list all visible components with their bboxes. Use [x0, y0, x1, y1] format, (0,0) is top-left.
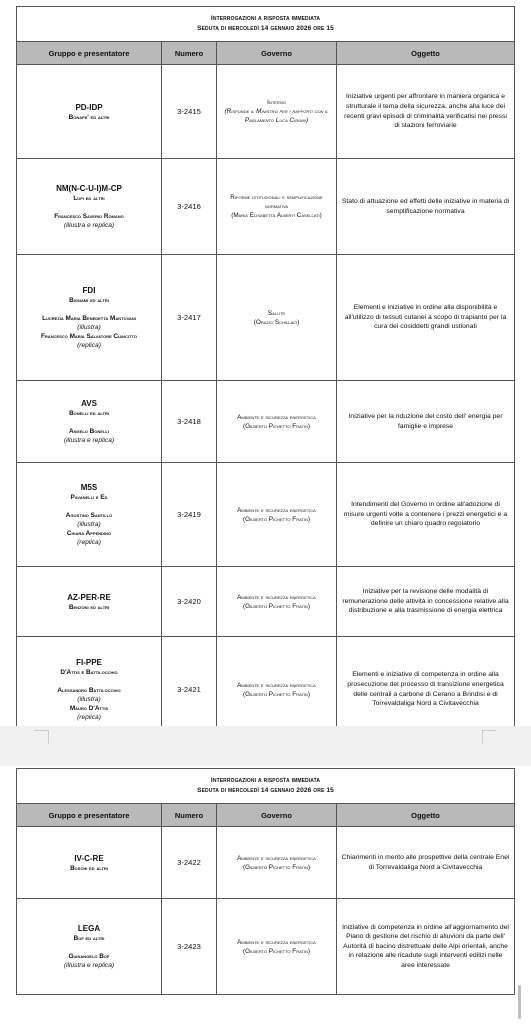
session-title-line1: Interrogazioni a risposta immediata	[210, 777, 321, 784]
minister-name: (Gilberto Pichetto Fratin)	[242, 690, 311, 698]
ministry-name: Ambiente e sicurezza energetica	[237, 854, 316, 862]
table-row	[17, 65, 515, 159]
party-name: AVS	[81, 399, 97, 408]
minister-name: (Risponde il Ministro per i rapporti con il Parlamento Luca Ciriani)	[224, 108, 329, 124]
group-signers: Bonelli ed altri	[69, 410, 109, 417]
presenter-role: (replica)	[77, 714, 101, 721]
table-row	[17, 159, 515, 255]
minister-name: (Gilberto Pichetto Fratin)	[242, 515, 311, 523]
question-number: 3-2420	[162, 567, 217, 637]
group-cell	[17, 65, 162, 159]
government-cell	[217, 159, 337, 255]
question-number: 3-2423	[162, 899, 217, 995]
question-number: 3-2417	[162, 255, 217, 381]
question-number: 3-2422	[162, 827, 217, 899]
table-row	[17, 255, 515, 381]
group-signers: Bonafe' ed altri	[68, 113, 110, 121]
presenter-role: (illustra)	[77, 696, 101, 703]
presenter-role: (illustra e replica)	[63, 222, 115, 229]
presenter-name: Lucrezia Maria Benedetta Mantovani	[42, 315, 136, 322]
crop-mark	[48, 730, 49, 744]
group-signers: Bignami ed altri	[69, 297, 109, 304]
subject-text: Iniziative di competenza in ordine all'aggiornamento del Piano di gestione del rischio di alluvioni da parte dell' Autorità di bacino distrettuale delle Alpi orientali, anche in relazione alle ricadute sugli interventi edilizi nelle aree interessate	[337, 899, 515, 995]
minister-name: (Maria Elisabetta Alberti Casellati)	[231, 212, 322, 219]
session-title	[17, 769, 515, 804]
party-name: NM(N-C-U-I)M-CP	[56, 184, 122, 193]
party-name: FI-PPE	[76, 658, 102, 667]
document-page-2	[16, 768, 514, 995]
column-header-government: Governo	[217, 42, 337, 65]
minister-name: (Orazio Schillaci)	[253, 318, 300, 326]
question-number: 3-2419	[162, 463, 217, 567]
column-header-number: Numero	[162, 804, 217, 827]
header-row	[17, 804, 515, 827]
presenter-role: (illustra e replica)	[63, 962, 115, 969]
title-row	[17, 769, 515, 804]
group-signers: Boschi ed altri	[70, 864, 108, 872]
crop-mark	[482, 730, 496, 731]
column-header-government: Governo	[217, 804, 337, 827]
subject-text: Iniziative urgenti per affrontare in maniera organica e strutturale il tema della sicurezza, anche alla luce dei recenti gravi episodi di criminalità verificatisi nei pressi di stazioni ferroviarie	[337, 65, 515, 159]
subject-text: Elementi e iniziative in ordine alla disponibilità e all'utilizzo di tessuti cutanei a scopo di trapianto per la cura dei cosiddetti grandi ustionati	[337, 255, 515, 381]
ministry-name: Ambiente e sicurezza energetica	[237, 593, 316, 601]
ministry-name: Salute	[267, 309, 286, 317]
session-title-line2: Seduta di mercoledì 14 gennaio 2026 ore 15	[197, 787, 334, 794]
group-cell	[17, 899, 162, 995]
session-title	[17, 7, 515, 42]
presenter-role: (illustra e replica)	[63, 437, 115, 444]
government-cell	[217, 255, 337, 381]
subject-text: Iniziative per la riduzione del costo dell' energia per famiglie e imprese	[337, 381, 515, 463]
table-row	[17, 381, 515, 463]
header-row	[17, 42, 515, 65]
group-signers: Pavanelli e Ed	[70, 494, 108, 501]
ministry-name: Ambiente e sicurezza energetica	[237, 413, 316, 421]
column-header-subject: Oggetto	[337, 42, 515, 65]
government-cell	[217, 65, 337, 159]
party-name: FDI	[82, 286, 96, 295]
subject-text: Elementi e iniziative di competenza in ordine alla prosecuzione del processo di transizione energetica delle centrali a carbone di Cerano a Brindisi e di Torrevaldaliga Nord a Civitavecchia	[337, 637, 515, 743]
column-header-group: Gruppo e presentatore	[17, 42, 162, 65]
page-separator	[0, 726, 531, 766]
presenter-name: Francesco Maria Salvatore Ciancitto	[41, 333, 137, 340]
presenter-role: (illustra)	[77, 521, 101, 528]
group-cell	[17, 567, 162, 637]
group-signers: D'Attis e Battilocchio	[60, 669, 118, 676]
presenter-role: (illustra)	[77, 324, 101, 331]
column-header-number: Numero	[162, 42, 217, 65]
question-number: 3-2421	[162, 637, 217, 743]
session-title-line2: Seduta di mercoledì 14 gennaio 2026 ore 15	[197, 25, 334, 32]
minister-name: (Gilberto Pichetto Fratin)	[242, 947, 311, 955]
party-name: AZ-PER-RE	[67, 592, 111, 602]
group-cell	[17, 381, 162, 463]
column-header-group: Gruppo e presentatore	[17, 804, 162, 827]
government-cell	[217, 827, 337, 899]
group-cell	[17, 827, 162, 899]
presenter-name: Francesco Saverio Romano	[54, 213, 124, 220]
group-cell	[17, 159, 162, 255]
party-name: IV-C-RE	[74, 853, 104, 863]
group-signers: Benzoni ed altri	[68, 603, 110, 611]
ministry-name: Riforme istituzionali e semplificazione normativa	[230, 194, 323, 210]
presenter-name: Alessandro Battilocchio	[57, 687, 121, 694]
interrogations-table-page-1	[16, 6, 515, 743]
table-row	[17, 463, 515, 567]
presenter-name: Gianangelo Bof	[68, 953, 110, 960]
crop-mark	[34, 730, 48, 731]
minister-name: (Gilberto Pichetto Fratin)	[242, 602, 311, 610]
government-cell	[217, 899, 337, 995]
party-name: M5S	[80, 483, 98, 492]
subject-text: Iniziative per la revisione delle modalità di remunerazione delle attività in concessione relative alla distribuzione e alla trasmissione di energia elettrica	[337, 567, 515, 637]
subject-text: Chiarimenti in merito alle prospettive della centrale Enel di Torrevaldaliga Nord a Civitavecchia	[337, 827, 515, 899]
question-number: 3-2418	[162, 381, 217, 463]
question-number: 3-2415	[162, 65, 217, 159]
crop-mark	[482, 730, 483, 744]
group-cell	[17, 255, 162, 381]
subject-text: Intendimenti del Governo in ordine all'adozione di misure urgenti volte a contenere i prezzi energetici e a definire un chiaro quadro regolatorio	[337, 463, 515, 567]
presenter-name: Chiara Appendino	[66, 530, 112, 537]
presenter-name: Angelo Bonelli	[69, 428, 109, 435]
government-cell	[217, 463, 337, 567]
ministry-name: Ambiente e sicurezza energetica	[237, 681, 316, 689]
minister-name: (Gilberto Pichetto Fratin)	[242, 863, 311, 871]
column-header-subject: Oggetto	[337, 804, 515, 827]
ministry-name: Ambiente e sicurezza energetica	[237, 506, 316, 514]
table-row	[17, 827, 515, 899]
presenter-name: Agostino Santillo	[65, 512, 113, 519]
party-name: LEGA	[77, 924, 101, 933]
table-row	[17, 899, 515, 995]
party-name: PD-IDP	[75, 102, 103, 112]
ministry-name: Ambiente e sicurezza energetica	[237, 938, 316, 946]
document-page-1	[16, 6, 514, 743]
minister-name: (Gilberto Pichetto Fratin)	[242, 422, 311, 430]
title-row	[17, 7, 515, 42]
group-cell	[17, 463, 162, 567]
subject-text: Stato di attuazione ed effetti delle iniziative in materia di semplificazione normativa	[337, 159, 515, 255]
ministry-name: Interno	[267, 99, 286, 106]
group-signers: Lupi ed altri	[73, 195, 105, 202]
session-title-line1: Interrogazioni a risposta immediata	[210, 15, 321, 22]
government-cell	[217, 381, 337, 463]
interrogations-table-page-2	[16, 768, 515, 995]
group-signers: Bof ed altri	[73, 935, 105, 942]
presenter-role: (replica)	[77, 539, 101, 546]
question-number: 3-2416	[162, 159, 217, 255]
presenter-name: Mauro D'Attis	[69, 705, 109, 712]
government-cell	[217, 567, 337, 637]
scrollbar-thumb[interactable]	[518, 985, 521, 1019]
table-row	[17, 567, 515, 637]
presenter-role: (replica)	[77, 342, 101, 349]
